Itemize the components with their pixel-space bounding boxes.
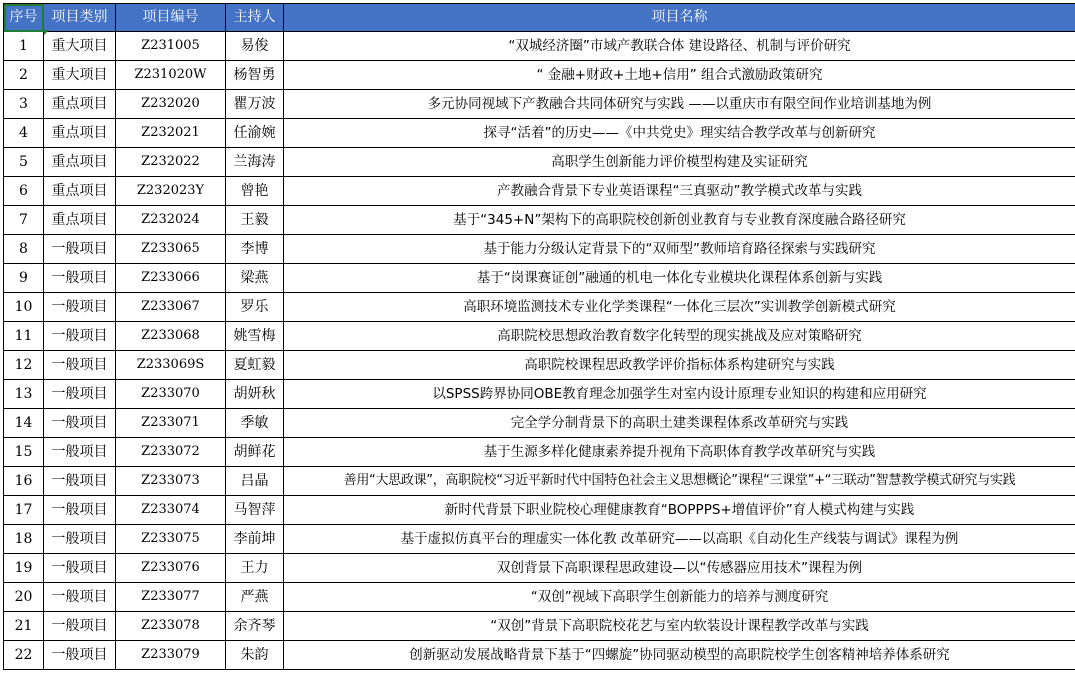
table-row <box>4 612 1075 641</box>
table-row <box>4 119 1075 148</box>
cell-index[interactable]: 15 <box>4 438 44 467</box>
cell-index[interactable]: 5 <box>4 148 44 177</box>
cell-index[interactable]: 2 <box>4 61 44 90</box>
cell-host[interactable]: 任渝婉 <box>226 119 284 148</box>
cell-index[interactable]: 11 <box>4 322 44 351</box>
cell-category[interactable]: 一般项目 <box>44 380 116 409</box>
cell-category[interactable]: 一般项目 <box>44 438 116 467</box>
cell-title[interactable]: “双创”视域下高职学生创新能力的培养与测度研究 <box>284 583 1075 612</box>
table-row <box>4 351 1075 380</box>
header-title[interactable]: 项目名称 <box>284 4 1075 32</box>
cell-code[interactable]: Z233077 <box>116 583 226 612</box>
cell-code[interactable]: Z231005 <box>116 32 226 61</box>
cell-category[interactable]: 一般项目 <box>44 641 116 670</box>
cell-category[interactable]: 重大项目 <box>44 61 116 90</box>
cell-code[interactable]: Z232022 <box>116 148 226 177</box>
cell-title[interactable]: 产教融合背景下专业英语课程“三真驱动”教学模式改革与实践 <box>284 177 1075 206</box>
table-row <box>4 293 1075 322</box>
cell-title[interactable]: 基于生源多样化健康素养提升视角下高职体育教学改革研究与实践 <box>284 438 1075 467</box>
header-category[interactable]: 项目类别 <box>44 4 116 32</box>
cell-title[interactable]: “ 金融+财政+土地+信用” 组合式激励政策研究 <box>284 61 1075 90</box>
table-row <box>4 90 1075 119</box>
cell-host[interactable]: 胡鲜花 <box>226 438 284 467</box>
cell-category[interactable]: 重大项目 <box>44 32 116 61</box>
table-row <box>4 554 1075 583</box>
table-row <box>4 322 1075 351</box>
cell-code[interactable]: Z232020 <box>116 90 226 119</box>
cell-host[interactable]: 夏虹毅 <box>226 351 284 380</box>
cell-host[interactable]: 胡妍秋 <box>226 380 284 409</box>
cell-category[interactable]: 重点项目 <box>44 90 116 119</box>
table-row <box>4 264 1075 293</box>
cell-host[interactable]: 李前坤 <box>226 525 284 554</box>
table-row <box>4 32 1075 61</box>
cell-title[interactable]: 高职环境监测技术专业化学类课程“一体化三层次”实训教学创新模式研究 <box>284 293 1075 322</box>
cell-category[interactable]: 一般项目 <box>44 322 116 351</box>
project-table <box>3 3 1075 670</box>
cell-selection-marker <box>44 30 49 35</box>
cell-category[interactable]: 一般项目 <box>44 583 116 612</box>
header-host[interactable]: 主持人 <box>226 4 284 32</box>
cell-host[interactable]: 吕晶 <box>226 467 284 496</box>
cell-host[interactable]: 王毅 <box>226 206 284 235</box>
cell-title[interactable]: “双创”背景下高职院校花艺与室内软装设计课程教学改革与实践 <box>284 612 1075 641</box>
cell-host[interactable]: 李博 <box>226 235 284 264</box>
cell-title[interactable]: 基于“345+N”架构下的高职院校创新创业教育与专业教育深度融合路径研究 <box>284 206 1075 235</box>
cell-title[interactable]: 完全学分制背景下的高职土建类课程体系改革研究与实践 <box>284 409 1075 438</box>
table-row <box>4 525 1075 554</box>
cell-index[interactable]: 12 <box>4 351 44 380</box>
cell-index[interactable]: 19 <box>4 554 44 583</box>
cell-code[interactable]: Z233071 <box>116 409 226 438</box>
cell-index[interactable]: 4 <box>4 119 44 148</box>
cell-host[interactable]: 王力 <box>226 554 284 583</box>
cell-index[interactable]: 18 <box>4 525 44 554</box>
cell-title[interactable]: “双城经济圈”市域产教联合体 建设路径、机制与评价研究 <box>284 32 1075 61</box>
table-row <box>4 641 1075 670</box>
cell-index[interactable]: 7 <box>4 206 44 235</box>
cell-category[interactable]: 一般项目 <box>44 525 116 554</box>
cell-title[interactable]: 高职学生创新能力评价模型构建及实证研究 <box>284 148 1075 177</box>
cell-title[interactable]: 以SPSS跨界协同OBE教育理念加强学生对室内设计原理专业知识的构建和应用研究 <box>284 380 1075 409</box>
cell-code[interactable]: Z232024 <box>116 206 226 235</box>
cell-category[interactable]: 一般项目 <box>44 351 116 380</box>
cell-category[interactable]: 一般项目 <box>44 409 116 438</box>
cell-host[interactable]: 严燕 <box>226 583 284 612</box>
cell-title[interactable]: 探寻“活着”的历史——《中共党史》理实结合教学改革与创新研究 <box>284 119 1075 148</box>
header-code[interactable]: 项目编号 <box>116 4 226 32</box>
cell-index[interactable]: 10 <box>4 293 44 322</box>
cell-title[interactable]: 多元协同视域下产教融合共同体研究与实践 ——以重庆市有限空间作业培训基地为例 <box>284 90 1075 119</box>
cell-code[interactable]: Z233067 <box>116 293 226 322</box>
cell-title[interactable]: 基于虚拟仿真平台的理虚实一体化教 改革研究——以高职《自动化生产线装与调试》课程为例 <box>284 525 1075 554</box>
cell-index[interactable]: 21 <box>4 612 44 641</box>
cell-code[interactable]: Z233075 <box>116 525 226 554</box>
cell-title[interactable]: 高职院校课程思政教学评价指标体系构建研究与实践 <box>284 351 1075 380</box>
cell-code[interactable]: Z233066 <box>116 264 226 293</box>
cell-code[interactable]: Z233076 <box>116 554 226 583</box>
table-row <box>4 206 1075 235</box>
cell-title[interactable]: 创新驱动发展战略背景下基于“四螺旋”协同驱动模型的高职院校学生创客精神培养体系研究 <box>284 641 1075 670</box>
cell-host[interactable]: 罗乐 <box>226 293 284 322</box>
cell-host[interactable]: 兰海涛 <box>226 148 284 177</box>
cell-category[interactable]: 重点项目 <box>44 206 116 235</box>
table-row <box>4 467 1075 496</box>
table-row <box>4 583 1075 612</box>
cell-host[interactable]: 马智萍 <box>226 496 284 525</box>
cell-title[interactable]: 双创背景下高职课程思政建设—以“传感器应用技术”课程为例 <box>284 554 1075 583</box>
header-row <box>4 4 1075 32</box>
cell-index[interactable]: 17 <box>4 496 44 525</box>
cell-code[interactable]: Z232021 <box>116 119 226 148</box>
table-row <box>4 409 1075 438</box>
cell-index[interactable]: 13 <box>4 380 44 409</box>
cell-title[interactable]: 基于能力分级认定背景下的“双师型”教师培育路径探索与实践研究 <box>284 235 1075 264</box>
table-row <box>4 438 1075 467</box>
cell-title[interactable]: 基于“岗课赛证创”融通的机电一体化专业模块化课程体系创新与实践 <box>284 264 1075 293</box>
cell-code[interactable]: Z233073 <box>116 467 226 496</box>
cell-category[interactable]: 一般项目 <box>44 264 116 293</box>
cell-category[interactable]: 一般项目 <box>44 612 116 641</box>
cell-index[interactable]: 9 <box>4 264 44 293</box>
cell-host[interactable]: 易俊 <box>226 32 284 61</box>
cell-title[interactable]: 善用“大思政课”，高职院校“习近平新时代中国特色社会主义思想概论”课程“三课堂”+“三联动”智慧教学模式研究与实践 <box>284 467 1075 496</box>
cell-code[interactable]: Z233078 <box>116 612 226 641</box>
table-row <box>4 177 1075 206</box>
cell-code[interactable]: Z233079 <box>116 641 226 670</box>
cell-host[interactable]: 朱韵 <box>226 641 284 670</box>
cell-code[interactable]: Z231020W <box>116 61 226 90</box>
cell-host[interactable]: 姚雪梅 <box>226 322 284 351</box>
table-row <box>4 496 1075 525</box>
cell-title[interactable]: 高职院校思想政治教育数字化转型的现实挑战及应对策略研究 <box>284 322 1075 351</box>
cell-category[interactable]: 重点项目 <box>44 148 116 177</box>
cell-index[interactable]: 16 <box>4 467 44 496</box>
cell-index[interactable]: 14 <box>4 409 44 438</box>
table-row <box>4 235 1075 264</box>
cell-category[interactable]: 一般项目 <box>44 554 116 583</box>
cell-host[interactable]: 杨智勇 <box>226 61 284 90</box>
cell-category[interactable]: 一般项目 <box>44 293 116 322</box>
cell-code[interactable]: Z233069S <box>116 351 226 380</box>
cell-host[interactable]: 曾艳 <box>226 177 284 206</box>
cell-title[interactable]: 新时代背景下职业院校心理健康教育“BOPPPS+增值评价”育人模式构建与实践 <box>284 496 1075 525</box>
cell-host[interactable]: 季敏 <box>226 409 284 438</box>
cell-index[interactable]: 20 <box>4 583 44 612</box>
cell-code[interactable]: Z233065 <box>116 235 226 264</box>
header-index[interactable]: 序号 <box>4 4 44 32</box>
cell-index[interactable]: 8 <box>4 235 44 264</box>
cell-index[interactable]: 3 <box>4 90 44 119</box>
cell-code[interactable]: Z233072 <box>116 438 226 467</box>
cell-category[interactable]: 一般项目 <box>44 235 116 264</box>
cell-code[interactable]: Z233070 <box>116 380 226 409</box>
cell-host[interactable]: 余齐琴 <box>226 612 284 641</box>
cell-index[interactable]: 22 <box>4 641 44 670</box>
cell-category[interactable]: 重点项目 <box>44 177 116 206</box>
cell-index[interactable]: 1 <box>4 32 44 61</box>
table-row <box>4 148 1075 177</box>
cell-category[interactable]: 一般项目 <box>44 496 116 525</box>
table-row <box>4 380 1075 409</box>
cell-code[interactable]: Z233074 <box>116 496 226 525</box>
cell-index[interactable]: 6 <box>4 177 44 206</box>
cell-code[interactable]: Z233068 <box>116 322 226 351</box>
cell-category[interactable]: 重点项目 <box>44 119 116 148</box>
cell-host[interactable]: 梁燕 <box>226 264 284 293</box>
cell-category[interactable]: 一般项目 <box>44 467 116 496</box>
table-row <box>4 61 1075 90</box>
cell-code[interactable]: Z232023Y <box>116 177 226 206</box>
cell-host[interactable]: 瞿万波 <box>226 90 284 119</box>
